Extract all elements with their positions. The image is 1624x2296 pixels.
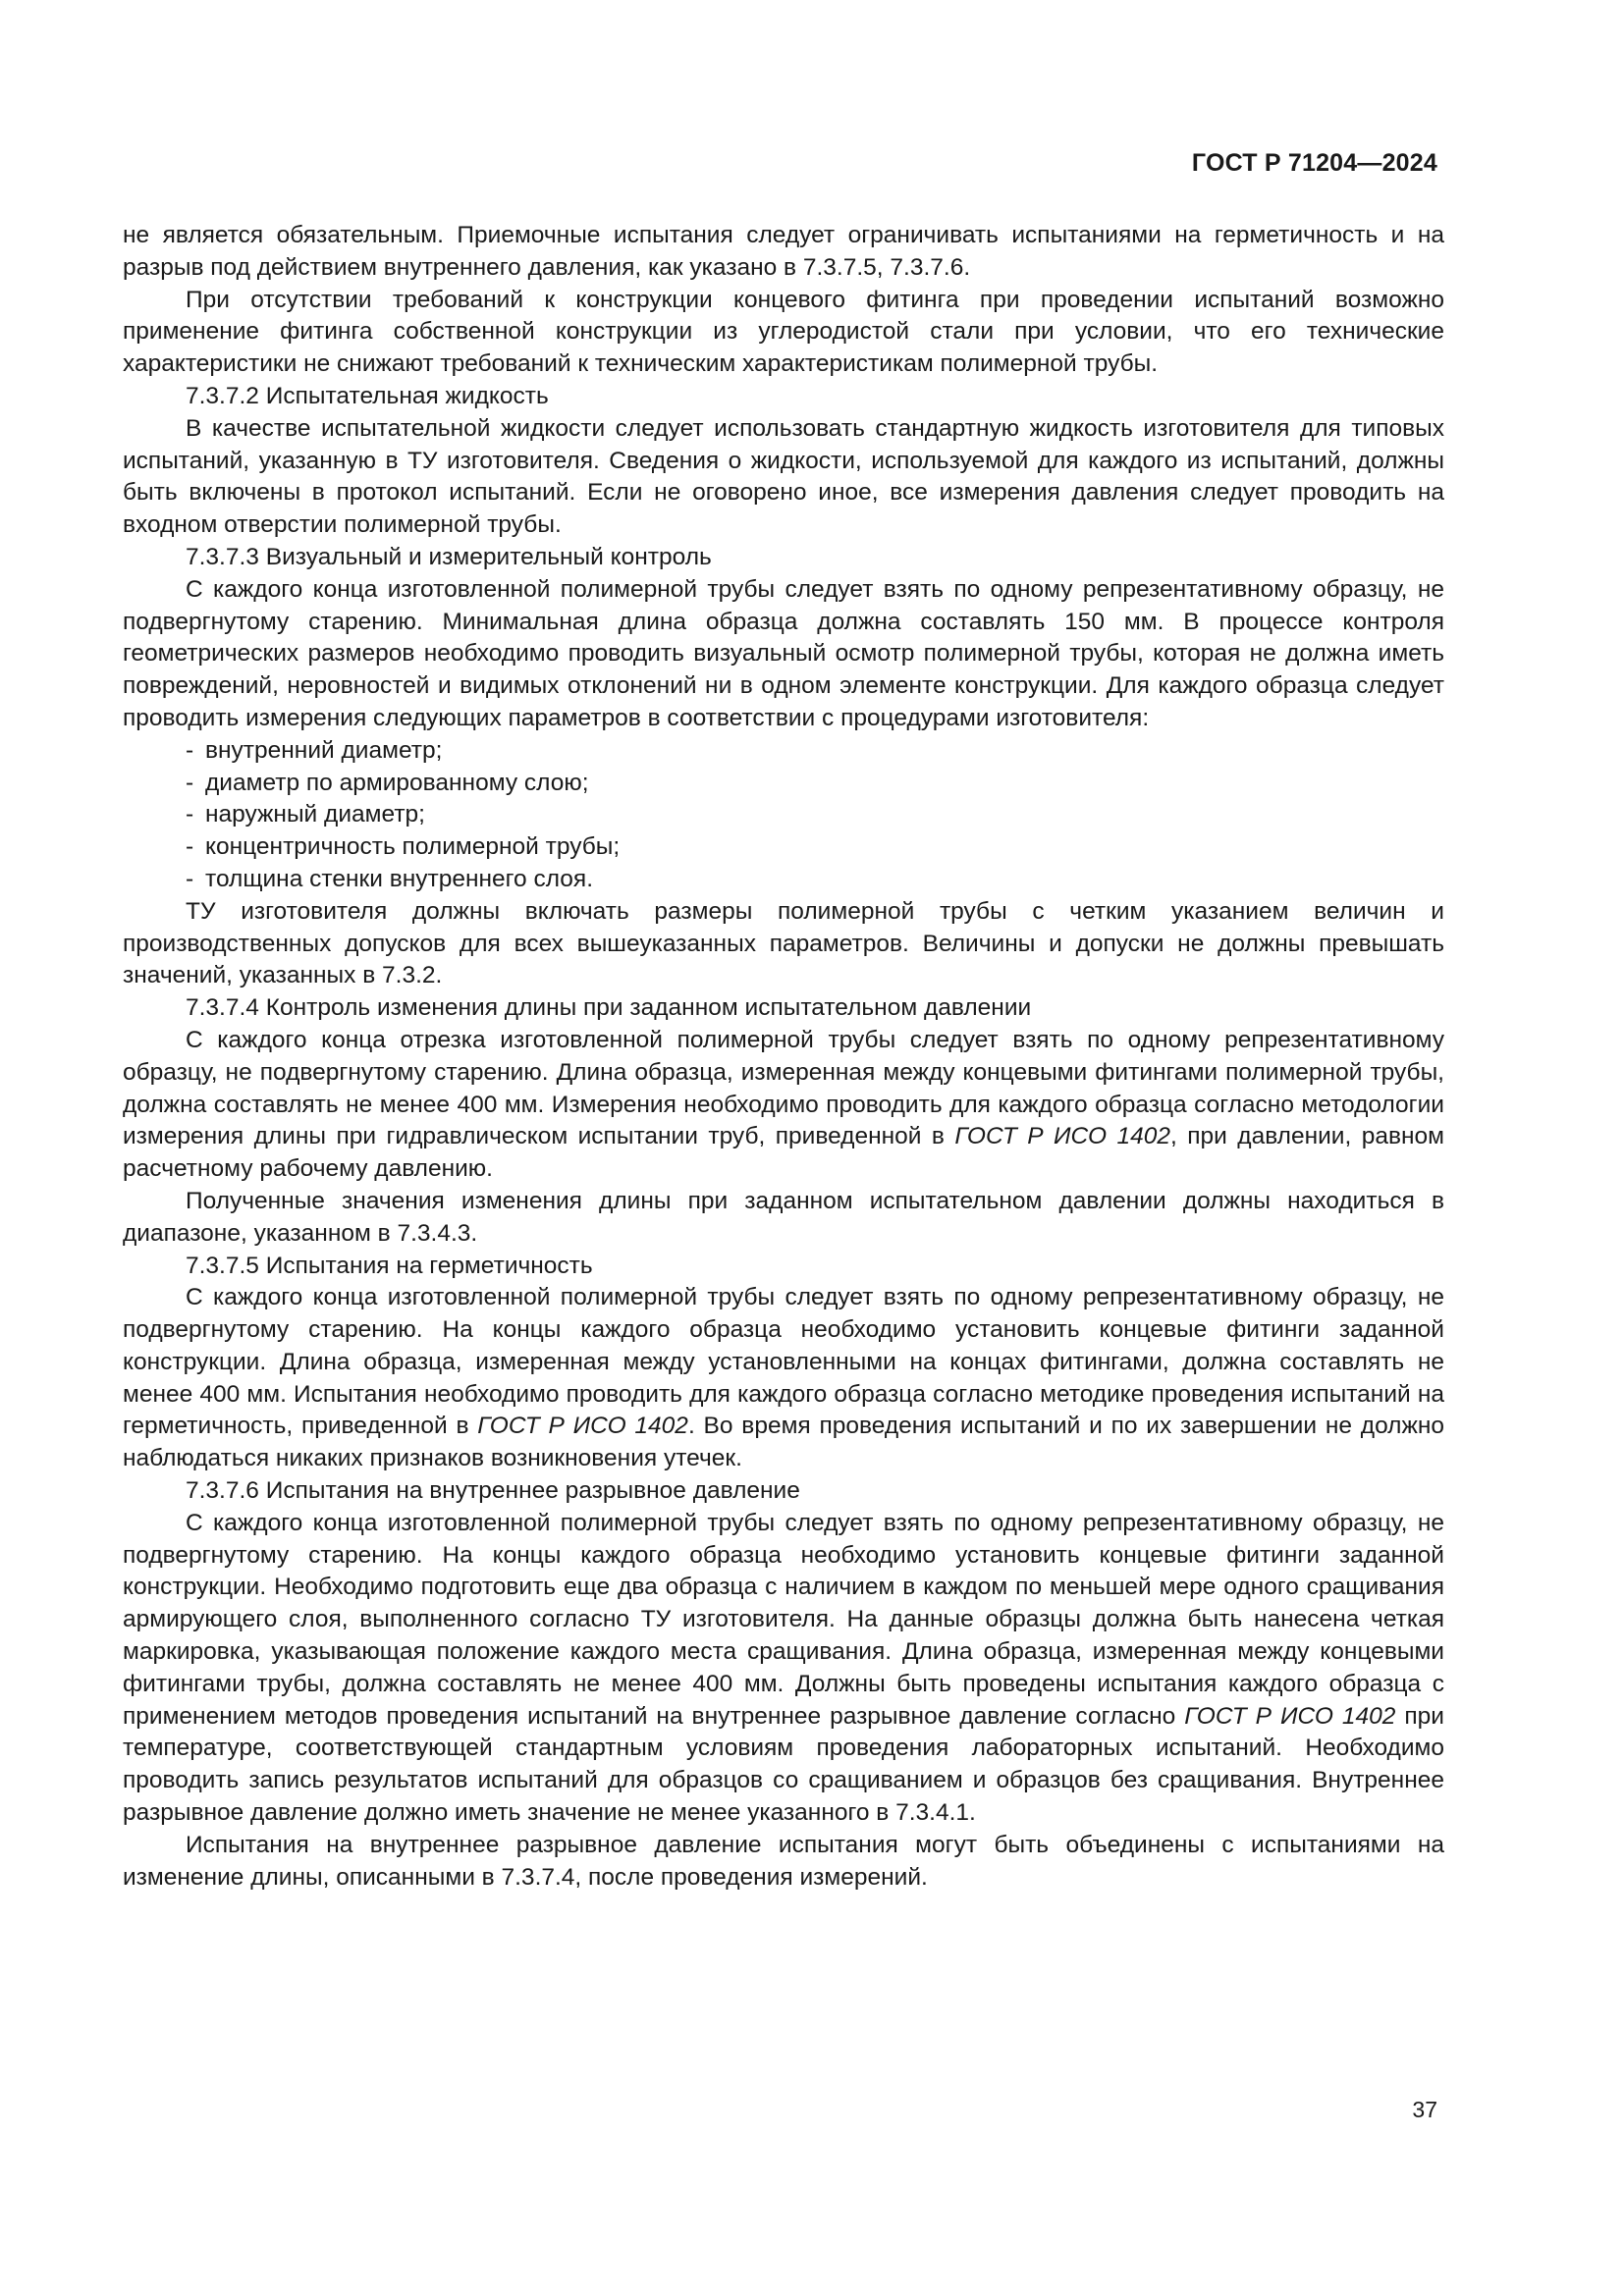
paragraph-combined-tests: Испытания на внутреннее разрывное давление испытания могут быть объединены с испытаниями на изменение длины, описанными в 7.3.7.4, после проведения измерений. xyxy=(123,1831,1444,1891)
list-item: - диаметр по армированному слою; xyxy=(186,768,1444,800)
parameter-list xyxy=(123,735,1444,896)
paragraph-length-range: Полученные значения изменения длины при заданном испытательном давлении должны находиться в диапазоне, указанном в 7.3.4.3. xyxy=(123,1187,1444,1247)
paragraph-length-change xyxy=(123,1025,1444,1186)
clause-heading-7-3-7-5: 7.3.7.5 Испытания на герметичность xyxy=(186,1252,593,1279)
text-run: С каждого конца отрезка изготовленной полимерной трубы следует взять по одному репрезентативному образцу, не подвергнутому старению. Длина образца, измеренная между концевыми фитингами полимерной трубы, должна составлять не менее 400 мм. Измерения необходимо проводить для каждого образца согласно методологии измерения длины при гидравлическом испытании труб, приведенной в xyxy=(123,1026,1444,1150)
document-code-header: ГОСТ Р 71204—2024 xyxy=(1191,149,1437,177)
list-item: - внутренний диаметр; xyxy=(186,735,1444,768)
paragraph-leak-test xyxy=(123,1282,1444,1475)
text-run: . Во время проведения испытаний и по их завершении не должно наблюдаться никаких признаков возникновения утечек. xyxy=(123,1413,1445,1472)
document-body xyxy=(123,220,1444,1894)
clause-heading-7-3-7-6: 7.3.7.6 Испытания на внутреннее разрывное давление xyxy=(186,1477,800,1505)
list-item: - наружный диаметр; xyxy=(186,799,1444,831)
page-number: 37 xyxy=(1412,2097,1437,2122)
paragraph-test-fluid: В качестве испытательной жидкости следует использовать стандартную жидкость изготовителя для типовых испытаний, указанную в ТУ изготовителя. Сведения о жидкости, используемой для каждого из испытаний, должны быть включены в протокол испытаний. Если не оговорено иное, все измерения давления следует проводить на входном отверстии полимерной трубы. xyxy=(123,414,1444,539)
standard-reference: ГОСТ Р ИСО 1402 xyxy=(477,1413,688,1440)
paragraph-end-fitting: При отсутствии требований к конструкции концевого фитинга при проведении испытаний возможно применение фитинга собственной конструкции из углеродистой стали при условии, что его технические характеристики не снижают требований к техническим характеристикам полимерной трубы. xyxy=(123,286,1444,378)
clause-heading-7-3-7-4: 7.3.7.4 Контроль изменения длины при заданном испытательном давлении xyxy=(186,994,1032,1022)
paragraph-tolerances: ТУ изготовителя должны включать размеры полимерной трубы с четким указанием величин и производственных допусков для всех вышеуказанных параметров. Величины и допуски не должны превышать значений, указанных в 7.3.2. xyxy=(123,897,1444,989)
paragraph-visual-inspection: С каждого конца изготовленной полимерной трубы следует взять по одному репрезентативному образцу, не подвергнутому старению. Минимальная длина образца должна составлять 150 мм. В процессе контроля геометрических размеров необходимо проводить визуальный осмотр полимерной трубы, которая не должна иметь повреждений, неровностей и видимых отклонений ни в одном элементе конструкции. Для каждого образца следует проводить измерения следующих параметров в соответствии с процедурами изготовителя: xyxy=(123,575,1444,731)
text-run: С каждого конца изготовленной полимерной трубы следует взять по одному репрезентативному образцу, не подвергнутому старению. На концы каждого образца необходимо установить концевые фитинги заданной конструкции. Длина образца, измеренная между установленными на концах фитингами, должна составлять не менее 400 мм. Испытания необходимо проводить для каждого образца согласно методике проведения испытаний на герметичность, приведенной в xyxy=(123,1284,1444,1440)
clause-heading-7-3-7-2: 7.3.7.2 Испытательная жидкость xyxy=(186,382,549,409)
paragraph-burst-test xyxy=(123,1508,1444,1830)
text-run: при температуре, соответствующей стандартным условиям проведения лабораторных испытаний. Необходимо проводить запись результатов испытаний для образцов со сращиванием и образцов без сращивания. Внутреннее разрывное давление должно иметь значение не менее указанного в 7.3.4.1. xyxy=(123,1702,1444,1827)
list-item: - толщина стенки внутреннего слоя. xyxy=(186,864,1444,896)
standard-reference: ГОСТ Р ИСО 1402 xyxy=(1184,1702,1396,1730)
text-run: , при давлении, равном расчетному рабочему давлению. xyxy=(123,1123,1445,1183)
list-item: - концентричность полимерной трубы; xyxy=(186,831,1444,864)
standard-reference: ГОСТ Р ИСО 1402 xyxy=(954,1123,1170,1150)
text-run: С каждого конца изготовленной полимерной трубы следует взять по одному репрезентативному образцу, не подвергнутому старению. На концы каждого образца необходимо установить концевые фитинги заданной конструкции. Необходимо подготовить еще два образца с наличием в каждом по меньшей мере одного сращивания армирующего слоя, выполненного согласно ТУ изготовителя. На данные образцы должна быть нанесена четкая маркировка, указывающая положение каждого места сращивания. Длина образца, измеренная между концевыми фитингами трубы, должна составлять не менее 400 мм. Должны быть проведены испытания каждого образца с применением методов проведения испытаний на внутреннее разрывное давление согласно xyxy=(123,1509,1444,1730)
clause-heading-7-3-7-3: 7.3.7.3 Визуальный и измерительный контроль xyxy=(186,543,712,570)
paragraph-continuation: не является обязательным. Приемочные испытания следует ограничивать испытаниями на герметичность и на разрыв под действием внутреннего давления, как указано в 7.3.7.5, 7.3.7.6. xyxy=(123,222,1444,281)
